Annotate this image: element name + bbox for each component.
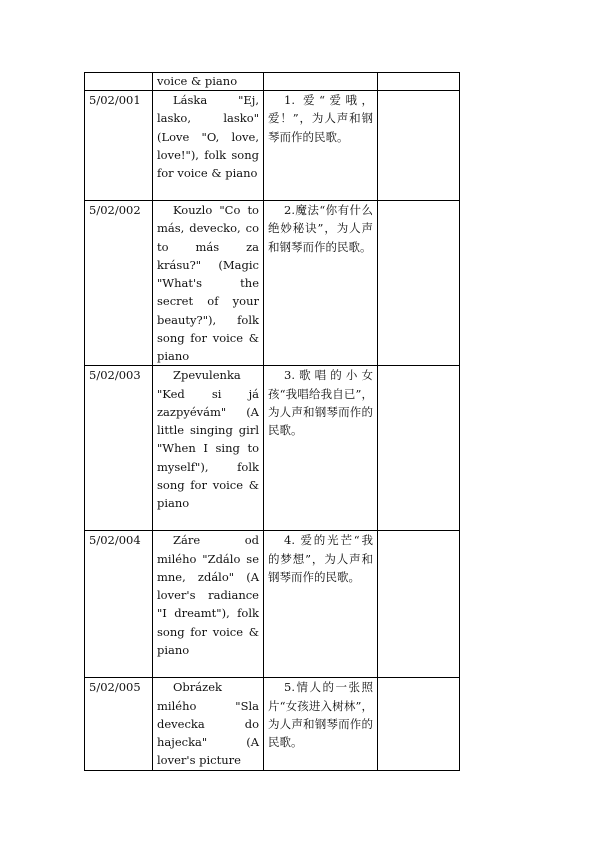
notes-cell [378,531,460,678]
chinese-title-cell [264,678,378,770]
title-cell [153,201,264,366]
chinese-title-text: 4. 爱的光芒“我的梦想”，为人声和钢琴而作的民歌。 [268,533,373,584]
chinese-title-cell [264,73,378,91]
title-text: Záre od milého "Zdálo se mne, zdálo" (A lover's radiance "I dreamt"), folk song for voice & piano [157,533,259,657]
title-text: Obrázek milého "Sla devecka do hajecka" (A lover's picture [157,680,259,768]
chinese-title-cell [264,91,378,201]
chinese-title-text: 3.歌唱的小女孩“我唱给我自已”，为人声和钢琴而作的民歌。 [268,368,373,437]
catalog-id-cell: 5/02/004 [85,531,153,678]
chinese-title-cell [264,201,378,366]
title-text: Zpevulenka "Ked si já zazpyévám" (A little singing girl "When I sing to myself"), folk song for voice & piano [157,368,259,510]
chinese-title-cell [264,366,378,531]
notes-cell [378,678,460,770]
notes-cell [378,201,460,366]
title-cell [153,366,264,531]
title-text: Láska "Ej, lasko, lasko" (Love "O, love, love!"), folk song for voice & piano [157,93,259,180]
catalog-id-cell: 5/02/003 [85,366,153,531]
catalog-id-cell: 5/02/005 [85,678,153,770]
title-cell [153,678,264,770]
catalog-id-cell [85,73,153,91]
chinese-title-cell [264,531,378,678]
notes-cell [378,91,460,201]
table-row [85,91,460,201]
table-row [85,678,460,770]
table-row [85,531,460,678]
chinese-title-text: 5.情人的一张照片“女孩进入树林”，为人声和钢琴而作的民歌。 [268,680,373,749]
title-cell [153,531,264,678]
catalog-id-cell: 5/02/001 [85,91,153,201]
chinese-title-text: 1. 爱“爱哦，爱！”，为人声和钢琴而作的民歌。 [268,93,373,144]
catalog-id-cell: 5/02/002 [85,201,153,366]
title-cell: voice & piano [153,73,264,91]
title-text: Kouzlo "Co to más, devecko, co to más za krásu?" (Magic "What's the secret of your beauty?"), folk song for voice & piano [157,203,259,363]
chinese-title-text: 2.魔法“你有什么绝妙秘诀”，为人声和钢琴而作的民歌。 [268,203,373,254]
notes-cell [378,366,460,531]
catalog-table [84,72,460,771]
notes-cell [378,73,460,91]
table-row [85,201,460,366]
table-row [85,73,460,91]
title-cell [153,91,264,201]
table-row [85,366,460,531]
